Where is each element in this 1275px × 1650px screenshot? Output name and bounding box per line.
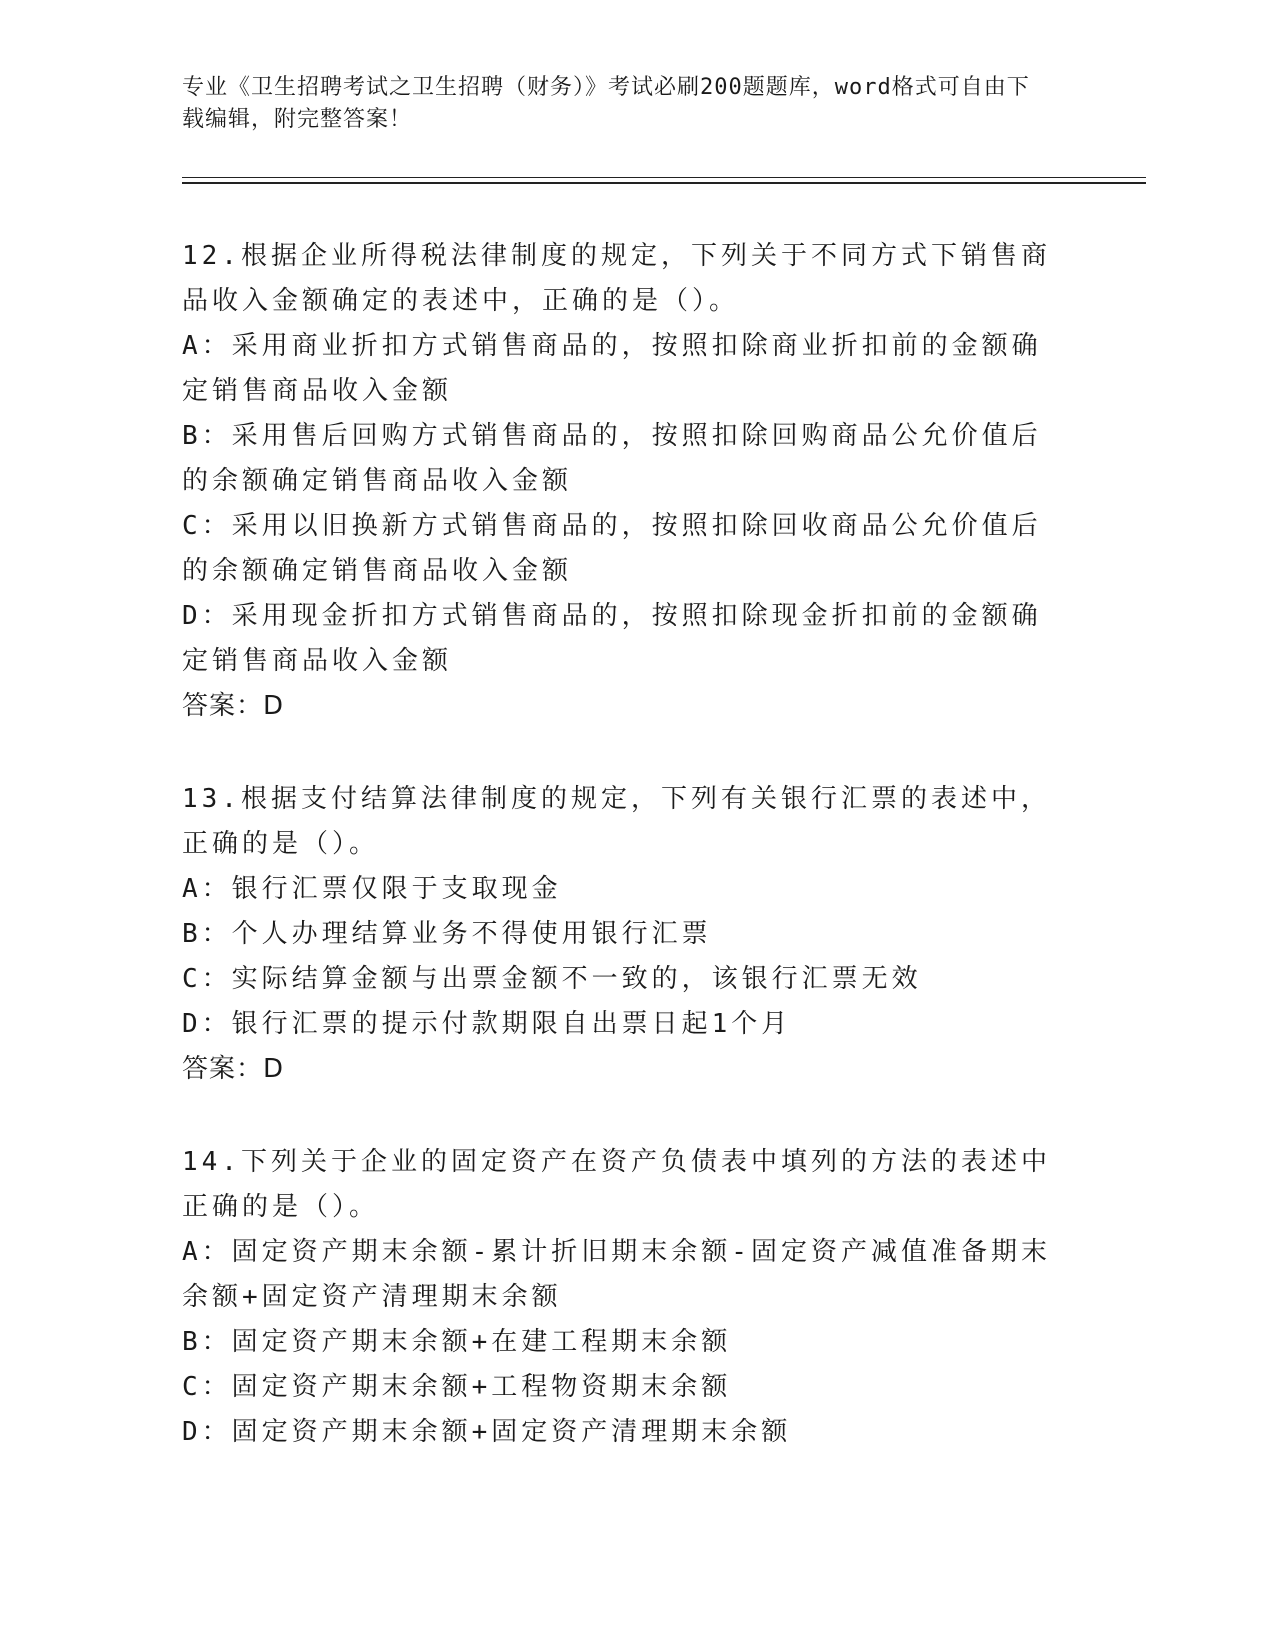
question-stem: 12.根据企业所得税法律制度的规定，下列关于不同方式下销售商品收入金额确定的表述中，正确的是（）。 <box>182 241 1051 316</box>
option-b: B：固定资产期末余额+在建工程期末余额 <box>182 1327 732 1357</box>
option-c: C：固定资产期末余额+工程物资期末余额 <box>182 1372 732 1402</box>
option-d: D：固定资产期末余额+固定资产清理期末余额 <box>182 1417 792 1447</box>
option-c: C：实际结算金额与出票金额不一致的，该银行汇票无效 <box>182 964 922 994</box>
option-c: C：采用以旧换新方式销售商品的，按照扣除回收商品公允价值后的余额确定销售商品收入金额 <box>182 511 1042 586</box>
question-12 <box>182 234 1062 729</box>
question-13 <box>182 777 1062 1092</box>
header-divider-thin <box>182 177 1146 178</box>
answer-line: 答案：D <box>182 1054 285 1084</box>
option-b: B：个人办理结算业务不得使用银行汇票 <box>182 919 712 949</box>
option-d: D：银行汇票的提示付款期限自出票日起1个月 <box>182 1009 792 1039</box>
option-d: D：采用现金折扣方式销售商品的，按照扣除现金折扣前的金额确定销售商品收入金额 <box>182 601 1042 676</box>
option-b: B：采用售后回购方式销售商品的，按照扣除回购商品公允价值后的余额确定销售商品收入金额 <box>182 421 1042 496</box>
document-header: 专业《卫生招聘考试之卫生招聘（财务）》考试必刷200题题库，word格式可自由下载编辑，附完整答案！ <box>182 75 1030 132</box>
header-divider-thick <box>182 182 1146 184</box>
option-a: A：银行汇票仅限于支取现金 <box>182 874 562 904</box>
question-stem: 14.下列关于企业的固定资产在资产负债表中填列的方法的表述中正确的是（）。 <box>182 1147 1051 1222</box>
option-a: A：固定资产期末余额-累计折旧期末余额-固定资产减值准备期末余额+固定资产清理期末余额 <box>182 1237 1051 1312</box>
answer-line: 答案：D <box>182 691 285 721</box>
question-stem: 13.根据支付结算法律制度的规定，下列有关银行汇票的表述中，正确的是（）。 <box>182 784 1051 859</box>
question-14 <box>182 1140 1062 1455</box>
option-a: A：采用商业折扣方式销售商品的，按照扣除商业折扣前的金额确定销售商品收入金额 <box>182 331 1042 406</box>
